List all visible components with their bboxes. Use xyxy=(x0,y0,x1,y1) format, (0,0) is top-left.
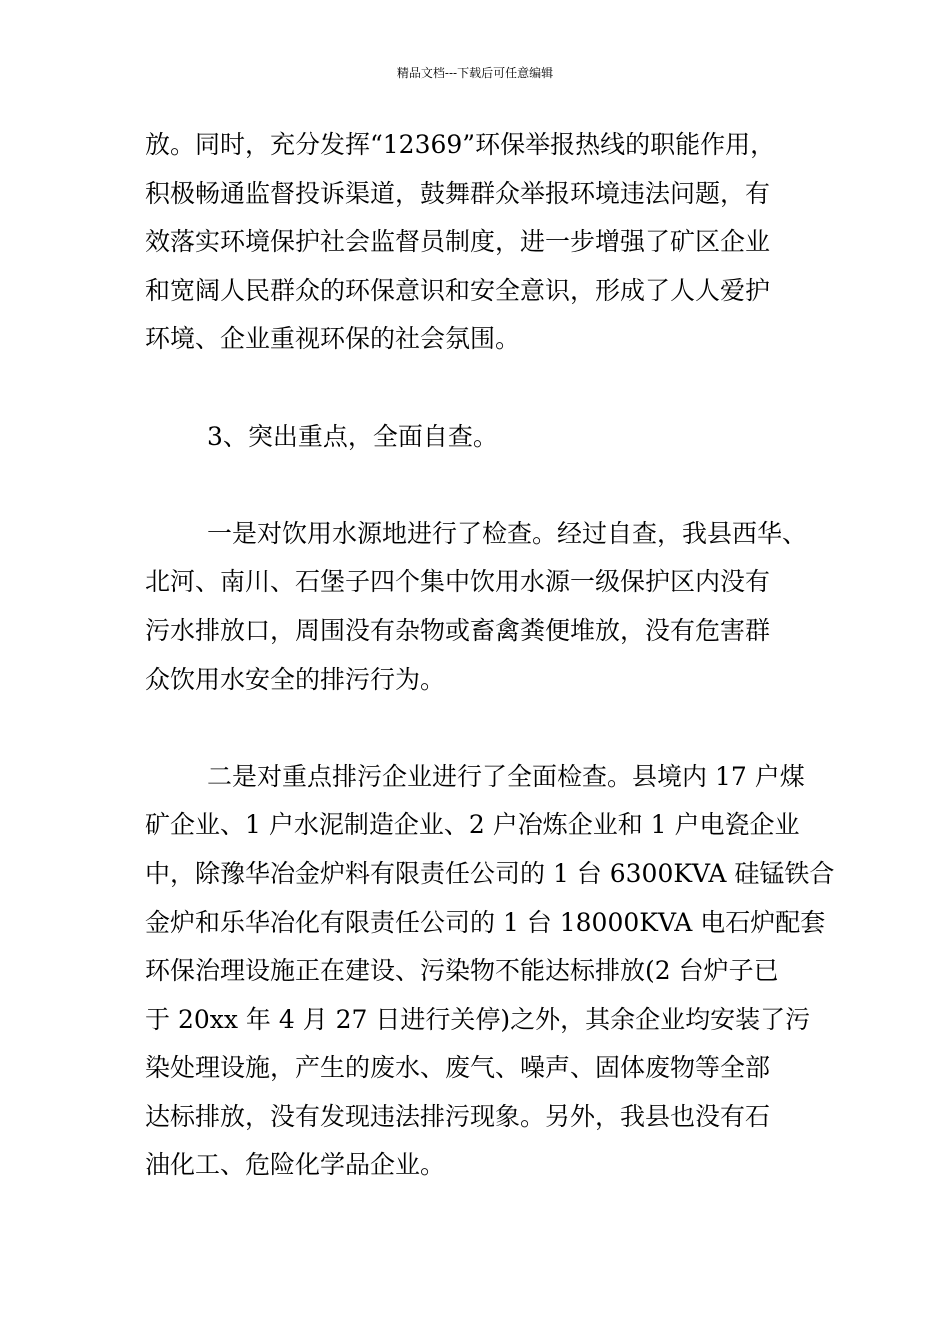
text-line: 北河、南川、石堡子四个集中饮用水源一级保护区内没有 xyxy=(145,567,771,597)
text-line: 中，除豫华冶金炉料有限责任公司的 1 台 6300KVA 硅锰铁合 xyxy=(145,858,835,888)
text-line: 达标排放，没有发现违法排污现象。另外，我县也没有石 xyxy=(145,1101,771,1131)
text-line: 积极畅通监督投诉渠道，鼓舞群众举报环境违法问题，有 xyxy=(145,178,771,208)
paragraph-hotline xyxy=(145,121,820,364)
paragraph-water-source xyxy=(145,510,820,704)
text-line: 放。同时，充分发挥“12369”环保举报热线的职能作用， xyxy=(145,130,776,159)
page-header: 精品文档---下载后可任意编辑 xyxy=(396,66,554,80)
text-line: 环保治理设施正在建设、污染物不能达标排放(2 台炉子已 xyxy=(145,956,779,986)
text-line: 于 20xx 年 4 月 27 日进行关停)之外，其余企业均安装了污 xyxy=(145,1004,811,1034)
text-line: 二是对重点排污企业进行了全面检查。县境内 17 户煤 xyxy=(207,761,805,791)
text-line: 染处理设施，产生的废水、废气、噪声、固体废物等全部 xyxy=(145,1053,771,1083)
text-line: 众饮用水安全的排污行为。 xyxy=(145,664,446,694)
text-line: 污水排放口，周围没有杂物或畜禽粪便堆放，没有危害群 xyxy=(145,615,771,645)
text-line: 3、突出重点，全面自查。 xyxy=(207,421,498,451)
paragraph-enterprises xyxy=(145,753,835,1190)
paragraph-gap xyxy=(145,364,820,413)
paragraph-gap xyxy=(145,461,820,510)
text-line: 油化工、危险化学品企业。 xyxy=(145,1150,446,1180)
paragraph-gap xyxy=(145,704,820,753)
text-line: 矿企业、1 户水泥制造企业、2 户冶炼企业和 1 户电瓷企业 xyxy=(145,810,800,840)
document-body xyxy=(145,121,835,1190)
text-line: 效落实环境保护社会监督员制度，进一步增强了矿区企业 xyxy=(145,227,771,257)
text-line: 金炉和乐华冶化有限责任公司的 1 台 18000KVA 电石炉配套 xyxy=(145,907,826,937)
text-line: 和宽阔人民群众的环保意识和安全意识，形成了人人爱护 xyxy=(145,275,771,305)
section-heading xyxy=(145,413,820,462)
text-line: 一是对饮用水源地进行了检查。经过自查，我县西华、 xyxy=(207,518,808,548)
text-line: 环境、企业重视环保的社会氛围。 xyxy=(145,324,521,354)
